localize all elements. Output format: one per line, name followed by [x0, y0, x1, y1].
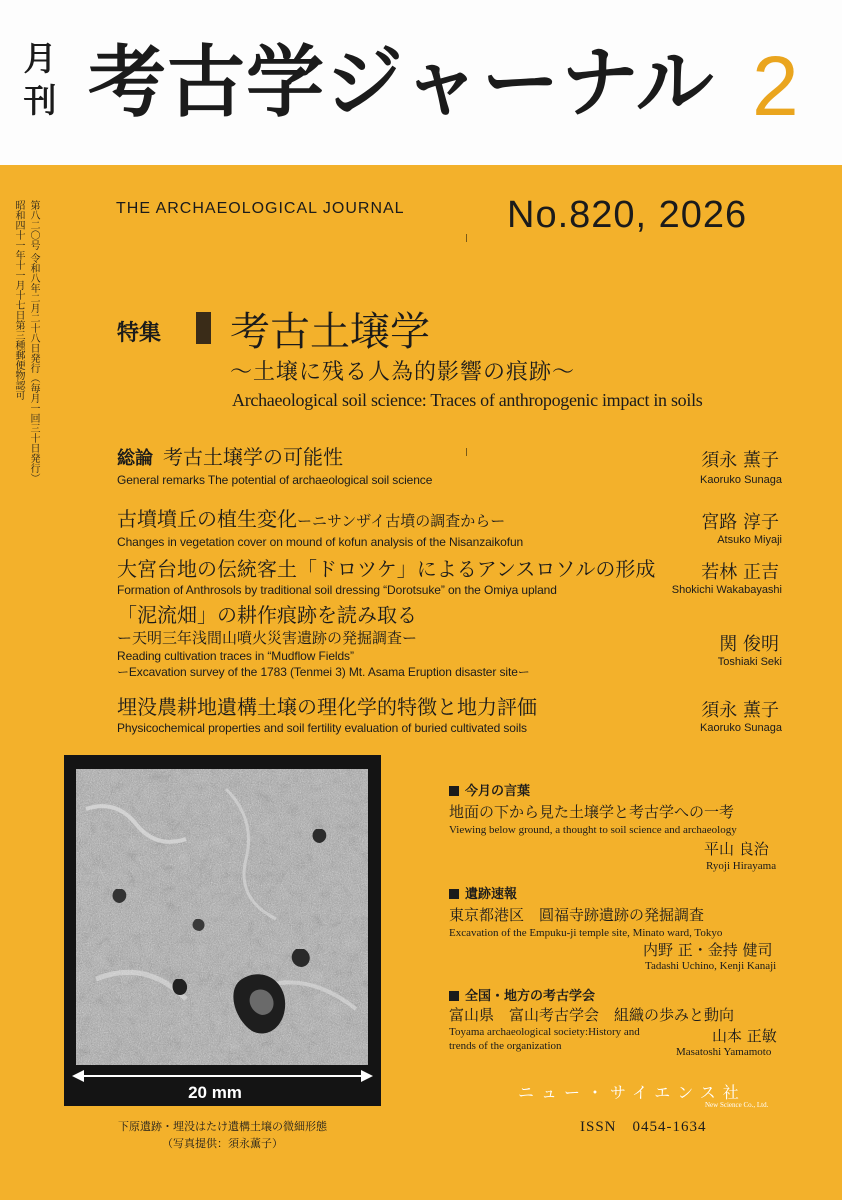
- article-title: 埋没農耕地遺構土壌の理化学的特徴と地力評価: [117, 695, 537, 719]
- article-lead: 総論: [117, 448, 153, 469]
- section-title-en-line2: trends of the organization: [449, 1040, 562, 1052]
- section-title: 地面の下から見た土壌学と考古学への一考: [449, 803, 735, 821]
- article-author-en: Shokichi Wakabayashi: [671, 584, 782, 596]
- issn: ISSN 0454-1634: [580, 1119, 707, 1135]
- article-entry: [117, 602, 787, 680]
- article-author-ja: 宮路 淳子: [701, 512, 779, 533]
- issue-number: No.820, 2026: [507, 194, 748, 236]
- article-author-en: Toshiaki Seki: [717, 656, 782, 668]
- english-journal-title: THE ARCHAEOLOGICAL JOURNAL: [116, 200, 405, 217]
- journal-title: 考古学ジャーナル: [88, 38, 715, 128]
- section-title-en: Toyama archaeological society:History and: [449, 1026, 640, 1038]
- article-title-en-line2: ーExcavation survey of the 1783 (Tenmei 3) Mt. Asama Eruption disaster siteー: [117, 665, 530, 679]
- feature-subtitle-ja: 〜土壌に残る人為的影響の痕跡〜: [230, 360, 576, 385]
- scale-label: 20 mm: [188, 1083, 242, 1102]
- article-title-en: Formation of Anthrosols by traditional soil dressing “Dorotsuke” on the Omiya upland: [117, 583, 557, 597]
- article-entry: [117, 694, 787, 736]
- section-author-en: Ryoji Hirayama: [706, 860, 777, 872]
- square-bullet-icon: [449, 991, 459, 1001]
- article-title-en: Reading cultivation traces in “Mudflow Fields”: [117, 649, 354, 663]
- article-title: 「泥流畑」の耕作痕跡を読み取る: [117, 603, 417, 627]
- article-title-en: General remarks The potential of archaeological soil science: [117, 473, 433, 487]
- soil-micrograph-image: [76, 769, 368, 1065]
- photo-credit: （写真提供：須永薫子）: [162, 1137, 283, 1150]
- scale-bar: [70, 1068, 375, 1084]
- article-entry: [117, 444, 787, 488]
- header-band: [0, 0, 842, 165]
- section-title: 東京都港区 圓福寺跡遺跡の発掘調査: [449, 906, 705, 924]
- article-author-en: Kaoruko Sunaga: [700, 474, 782, 486]
- section-author-en: Tadashi Uchino, Kenji Kanaji: [645, 960, 777, 972]
- issue-month: 2: [752, 39, 799, 133]
- article-entry: [117, 556, 787, 598]
- article-author-ja: 若林 正吉: [701, 562, 779, 583]
- article-author-en: Atsuko Miyaji: [717, 534, 782, 546]
- section-author-ja: 内野 正・金持 健司: [643, 941, 773, 959]
- registration-line-1: 第八二〇号 令和八年二月二十八日発行（毎月一回三十日発行）: [28, 200, 39, 484]
- section-heading: 遺跡速報: [449, 883, 517, 902]
- section-heading: 全国・地方の考古学会: [449, 985, 595, 1004]
- monthly-label: 月刊: [23, 39, 57, 120]
- crop-mark: [466, 234, 467, 242]
- article-title-en: Changes in vegetation cover on mound of kofun analysis of the Nisanzaikofun: [117, 535, 524, 549]
- article-author-ja: 須永 薫子: [701, 700, 779, 721]
- article-title: 大宮台地の伝統客土「ドロツケ」によるアンスロソルの形成: [117, 557, 656, 581]
- feature-bar: [196, 312, 211, 344]
- section-author-ja: 山本 正敏: [712, 1027, 777, 1045]
- feature-subtitle-en: Archaeological soil science: Traces of anthropogenic impact in soils: [232, 390, 703, 410]
- publisher-name-en: New Science Co., Ltd.: [705, 1101, 769, 1109]
- section-title-en: Viewing below ground, a thought to soil science and archaeology: [449, 824, 737, 836]
- publisher-name: ニュー・サイエンス社: [518, 1083, 746, 1102]
- section-author-en: Masatoshi Yamamoto: [676, 1046, 772, 1058]
- section-author-ja: 平山 良治: [704, 840, 769, 858]
- article-title-en: Physicochemical properties and soil fertility evaluation of buried cultivated soils: [117, 721, 527, 735]
- registration-line-2: 昭和四十一年十一月十七日第三種郵便物認可: [13, 200, 24, 400]
- article-title: 考古土壌学の可能性: [163, 445, 343, 469]
- square-bullet-icon: [449, 889, 459, 899]
- section-title: 富山県 富山考古学会 組織の歩みと動向: [449, 1006, 735, 1024]
- article-author-en: Kaoruko Sunaga: [700, 722, 782, 734]
- feature-label: 特集: [117, 321, 162, 346]
- article-title: 古墳墳丘の植生変化: [117, 507, 297, 531]
- feature-title: 考古土壌学: [230, 309, 430, 355]
- section-heading: 今月の言葉: [449, 780, 530, 799]
- section-title-en: Excavation of the Empuku-ji temple site, Minato ward, Tokyo: [449, 927, 723, 939]
- square-bullet-icon: [449, 786, 459, 796]
- photo-caption: 下原遺跡・埋没はたけ遺構土壌の微細形態: [118, 1120, 327, 1133]
- article-title-suffix: ーニサンザイ古墳の調査からー: [297, 512, 506, 530]
- article-entry: [117, 506, 787, 550]
- article-author-ja: 須永 薫子: [701, 450, 779, 471]
- article-title-line2: ー天明三年浅間山噴火災害遺跡の発掘調査ー: [117, 629, 418, 647]
- article-author-ja: 関 俊明: [719, 634, 779, 655]
